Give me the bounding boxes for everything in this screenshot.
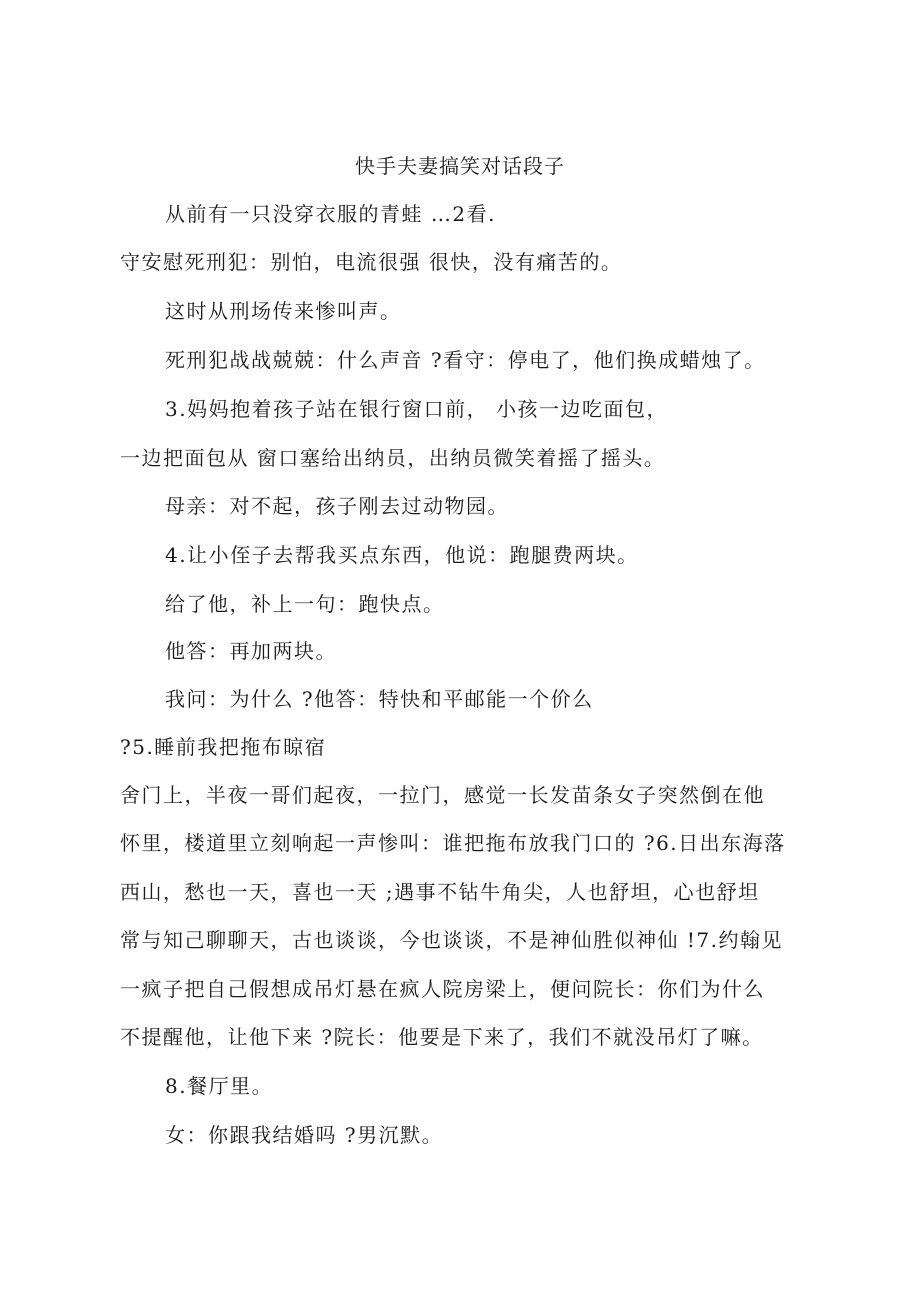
text-line: 这时从刑场传来惨叫声。 bbox=[165, 299, 402, 323]
text-line: 母亲：对不起，孩子刚去过动物园。 bbox=[165, 494, 509, 518]
text-line: 死刑犯战战兢兢：什么声音 ?看守：停电了，他们换成蜡烛了。 bbox=[165, 348, 766, 372]
text-line: 女：你跟我结婚吗 ?男沉默。 bbox=[165, 1123, 444, 1147]
text-line: 我问：为什么 ?他答：特快和平邮能一个价么 bbox=[165, 687, 594, 711]
text-line: 3.妈妈抱着孩子站在银行窗口前， 小孩一边吃面包， bbox=[165, 397, 668, 421]
text-line: 常与知己聊聊天，古也谈谈，今也谈谈，不是神仙胜似神仙 !7.约翰见 bbox=[120, 928, 783, 952]
text-line: 从前有一只没穿衣服的青蛙 …2看. bbox=[165, 202, 496, 226]
text-line: ?5.睡前我把拖布晾宿 bbox=[120, 735, 327, 759]
text-line: 守安慰死刑犯：别怕，电流很强 很快，没有痛苦的。 bbox=[120, 250, 623, 274]
text-line: 给了他，补上一句：跑快点。 bbox=[165, 592, 445, 616]
text-line: 怀里，楼道里立刻响起一声惨叫：谁把拖布放我门口的 ?6.日出东海落 bbox=[120, 831, 786, 855]
text-line: 他答：再加两块。 bbox=[165, 639, 337, 663]
text-line: 不提醒他，让他下来 ?院长：他要是下来了，我们不就没吊灯了嘛。 bbox=[120, 1025, 764, 1049]
text-line: 4.让小侄子去帮我买点东西，他说：跑腿费两块。 bbox=[165, 543, 639, 567]
text-line: 一疯子把自己假想成吊灯悬在疯人院房梁上，便问院长：你们为什么 bbox=[120, 977, 765, 1001]
text-line: 8.餐厅里。 bbox=[165, 1074, 274, 1098]
text-line: 舍门上，半夜一哥们起夜，一拉门，感觉一长发苗条女子突然倒在他 bbox=[120, 783, 765, 807]
document-title: 快手夫妻搞笑对话段子 bbox=[355, 154, 565, 178]
text-line: 一边把面包从 窗口塞给出纳员，出纳员微笑着摇了摇头。 bbox=[120, 446, 666, 470]
text-line: 西山，愁也一天，喜也一天 ;遇事不钻牛角尖，人也舒坦，心也舒坦 bbox=[120, 880, 760, 904]
